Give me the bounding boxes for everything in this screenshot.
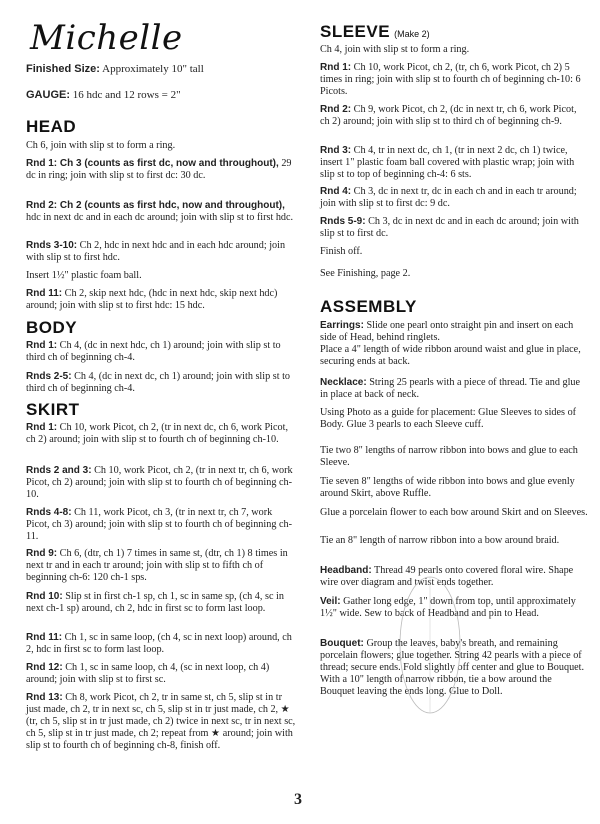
step-text: String 25 pearls with a piece of thread. Tie and glue in place at back of neck. bbox=[320, 377, 581, 400]
head-heading: HEAD bbox=[26, 117, 77, 136]
skirt-step bbox=[26, 632, 296, 656]
finished-size-value: Approximately 10" tall bbox=[102, 63, 204, 75]
round-label: Rnd 4: bbox=[320, 186, 352, 197]
step-label: Earrings: bbox=[320, 320, 364, 331]
step-text: Thread 49 pearls onto covered floral wire. Shape wire over diagram and twist ends together. bbox=[320, 565, 574, 588]
skirt-step bbox=[26, 548, 296, 584]
finished-size bbox=[26, 63, 204, 75]
round-text: Ch 3, dc in next dc and in each dc around; join with slip st to first dc. bbox=[320, 216, 579, 239]
sleeve-step bbox=[320, 145, 588, 181]
round-label: Rnd 1: Ch 3 (counts as first dc, now and throughout), bbox=[26, 158, 279, 169]
sleeve-step bbox=[320, 62, 588, 98]
step-text: Group the leaves, baby's breath, and remaining porcelain flowers; glue together. String 42 pearls with a piece of thread; secure ends. Fold slightly off center and glue to Bouquet. With a 10" length of narrow ribbon, tie a bow around the Bouquet leaving the ends long. Glue to Doll. bbox=[320, 638, 585, 697]
round-label: Rnd 3: bbox=[320, 145, 352, 156]
round-label: Rnds 5-9: bbox=[320, 216, 366, 227]
round-text: Ch 2, skip next hdc, (hdc in next hdc, skip next hdc) around; join with slip st to first hdc: 15 hdc. bbox=[26, 288, 278, 311]
body-step bbox=[26, 371, 296, 395]
head-step bbox=[26, 240, 296, 264]
assembly-step: Tie two 8" lengths of narrow ribbon into bows and glue to each Sleeve. bbox=[320, 445, 578, 468]
head-step: Insert 1½" plastic foam ball. bbox=[26, 270, 142, 281]
round-label: Rnds 2-5: bbox=[26, 371, 72, 382]
sleeve-heading bbox=[320, 22, 430, 42]
step-label: Bouquet: bbox=[320, 638, 364, 649]
round-text: Ch 2, hdc in next hdc and in each hdc around; join with slip st to first hdc. bbox=[26, 240, 286, 263]
assembly-step: Tie seven 8" lengths of wide ribbon into bows and glue evenly around Skirt, above Ruffle. bbox=[320, 476, 575, 499]
skirt-step bbox=[26, 422, 296, 446]
round-label: Rnds 4-8: bbox=[26, 507, 72, 518]
skirt-step bbox=[26, 662, 296, 686]
skirt-heading: SKIRT bbox=[26, 400, 80, 419]
assembly-step: Place a 4" length of wide ribbon around waist and glue in place, securing ends at back. bbox=[320, 344, 581, 367]
round-label: Rnd 2: Ch 2 (counts as first hdc, now and throughout), bbox=[26, 200, 285, 211]
round-text: Ch 11, work Picot, ch 3, (tr in next tr, ch 7, work Picot, ch 3) around; join with slip st to fourth ch of beginning ch-11. bbox=[26, 507, 292, 542]
body-step bbox=[26, 340, 296, 364]
finishing-reference: See Finishing, page 2. bbox=[320, 268, 411, 279]
round-text: Ch 10, work Picot, ch 2, (tr in next dc, ch 6, work Picot, ch 2) around; join with slip st to fourth ch of beginning ch-10. bbox=[26, 422, 288, 445]
round-label: Rnd 11: bbox=[26, 632, 63, 643]
round-label: Rnd 2: bbox=[320, 104, 352, 115]
round-label: Rnd 1: bbox=[26, 422, 58, 433]
round-label: Rnd 10: bbox=[26, 591, 63, 602]
step-label: Headband: bbox=[320, 565, 372, 576]
sleeve-step bbox=[320, 104, 588, 128]
assembly-step bbox=[320, 596, 588, 620]
round-text: Ch 10, work Picot, ch 2, (tr in next tr, ch 6, work Picot, ch 2) around; join with slip st to fourth ch of beginning ch-10. bbox=[26, 465, 293, 500]
assembly-heading: ASSEMBLY bbox=[320, 297, 417, 316]
page-number: 3 bbox=[294, 791, 302, 808]
head-step bbox=[26, 200, 296, 224]
round-label: Rnd 11: bbox=[26, 288, 63, 299]
gauge-value: 16 hdc and 12 rows = 2" bbox=[72, 89, 181, 101]
sleeve-step: Finish off. bbox=[320, 246, 363, 257]
step-label: Necklace: bbox=[320, 377, 367, 388]
skirt-step bbox=[26, 507, 296, 543]
sleeve-note: (Make 2) bbox=[394, 29, 430, 39]
assembly-step: Using Photo as a guide for placement: Glue Sleeves to sides of Body. Glue 3 pearls to each Sleeve cuff. bbox=[320, 407, 577, 430]
round-label: Rnds 2 and 3: bbox=[26, 465, 92, 476]
gauge-label: GAUGE: bbox=[26, 89, 70, 101]
round-text: hdc in next dc and in each dc around; join with slip st to first hdc. bbox=[26, 212, 294, 223]
round-text: Ch 1, sc in same loop, (ch 4, sc in next loop) around, ch 2, hdc in first sc to form last loop. bbox=[26, 632, 292, 655]
round-text: Ch 10, work Picot, ch 2, (tr, ch 6, work Picot, ch 2) 5 times in ring; join with slip st to fourth ch of beginning ch-10: 6 Picots. bbox=[320, 62, 581, 97]
head-step bbox=[26, 158, 296, 182]
assembly-step bbox=[320, 638, 588, 698]
gauge bbox=[26, 89, 181, 101]
round-text: Ch 3, dc in next tr, dc in each ch and in each tr around; join with slip st to first dc: 9 dc. bbox=[320, 186, 577, 209]
round-label: Rnd 9: bbox=[26, 548, 58, 559]
round-text: Ch 4, (dc in next dc, ch 1) around; join with slip st to third ch of beginning ch-4. bbox=[26, 371, 291, 394]
sleeve-heading-text: SLEEVE bbox=[320, 22, 391, 41]
round-text: Slip st in first ch-1 sp, ch 1, sc in same sp, (ch 4, sc in next ch-1 sp) around, ch 2, hdc in first sc to form last loop. bbox=[26, 591, 284, 614]
body-heading: BODY bbox=[26, 318, 78, 337]
assembly-step: Tie an 8" length of narrow ribbon into a bow around braid. bbox=[320, 535, 560, 546]
assembly-step bbox=[320, 320, 588, 344]
skirt-step bbox=[26, 591, 296, 615]
round-text: Ch 6, (dtr, ch 1) 7 times in same st, (dtr, ch 1) 8 times in next tr and in each tr around; join with slip st to fifth ch of beginning ch-6: 120 ch-1 sps. bbox=[26, 548, 288, 583]
head-step bbox=[26, 288, 296, 312]
round-label: Rnd 1: bbox=[26, 340, 58, 351]
round-label: Rnds 3-10: bbox=[26, 240, 78, 251]
round-label: Rnd 13: bbox=[26, 692, 63, 703]
sleeve-step: Ch 4, join with slip st to form a ring. bbox=[320, 44, 470, 55]
round-text: Ch 4, (dc in next hdc, ch 1) around; join with slip st to third ch of beginning ch-4. bbox=[26, 340, 281, 363]
sleeve-step bbox=[320, 216, 588, 240]
round-text: Ch 9, work Picot, ch 2, (dc in next tr, ch 6, work Picot, ch 2) around; join with slip st to third ch of beginning ch-9. bbox=[320, 104, 577, 127]
step-label: Veil: bbox=[320, 596, 341, 607]
skirt-step bbox=[26, 465, 296, 501]
round-text: Ch 8, work Picot, ch 2, tr in same st, ch 5, slip st in tr just made, ch 2, tr in next sc, ch 5, slip st in tr just made, ch 2, ★ (tr, ch 5, slip st in tr just made, ch 2) twice in next sc, tr in next sc, ch 5, slip st in tr just made, ch 2; repeat from ★ around; join with slip st to fourth ch of beginning ch-8, finish off. bbox=[26, 692, 296, 751]
assembly-step bbox=[320, 565, 588, 589]
finished-size-label: Finished Size: bbox=[26, 63, 100, 75]
round-text: Ch 4, tr in next dc, ch 1, (tr in next 2 dc, ch 1) twice, insert 1" plastic foam ball covered with plastic wrap; join with slip st to top of beginning ch-4: 6 sts. bbox=[320, 145, 575, 180]
assembly-step bbox=[320, 377, 588, 401]
head-step: Ch 6, join with slip st to form a ring. bbox=[26, 140, 176, 151]
round-label: Rnd 12: bbox=[26, 662, 63, 673]
pattern-title: Michelle bbox=[30, 18, 183, 58]
round-text: 29 dc in ring; join with slip st to first dc: 30 dc. bbox=[26, 158, 292, 181]
sleeve-step bbox=[320, 186, 588, 210]
step-text: Gather long edge, 1" down from top, until approximately 1½" wide. Sew to back of Headband and pin to Head. bbox=[320, 596, 576, 619]
round-label: Rnd 1: bbox=[320, 62, 352, 73]
round-text: Ch 1, sc in same loop, ch 4, (sc in next loop, ch 4) around; join with slip st to first sc. bbox=[26, 662, 270, 685]
step-text: Slide one pearl onto straight pin and insert on each side of Head, behind ringlets. bbox=[320, 320, 574, 343]
skirt-step bbox=[26, 692, 296, 752]
assembly-step: Glue a porcelain flower to each bow around Skirt and on Sleeves. bbox=[320, 507, 588, 518]
